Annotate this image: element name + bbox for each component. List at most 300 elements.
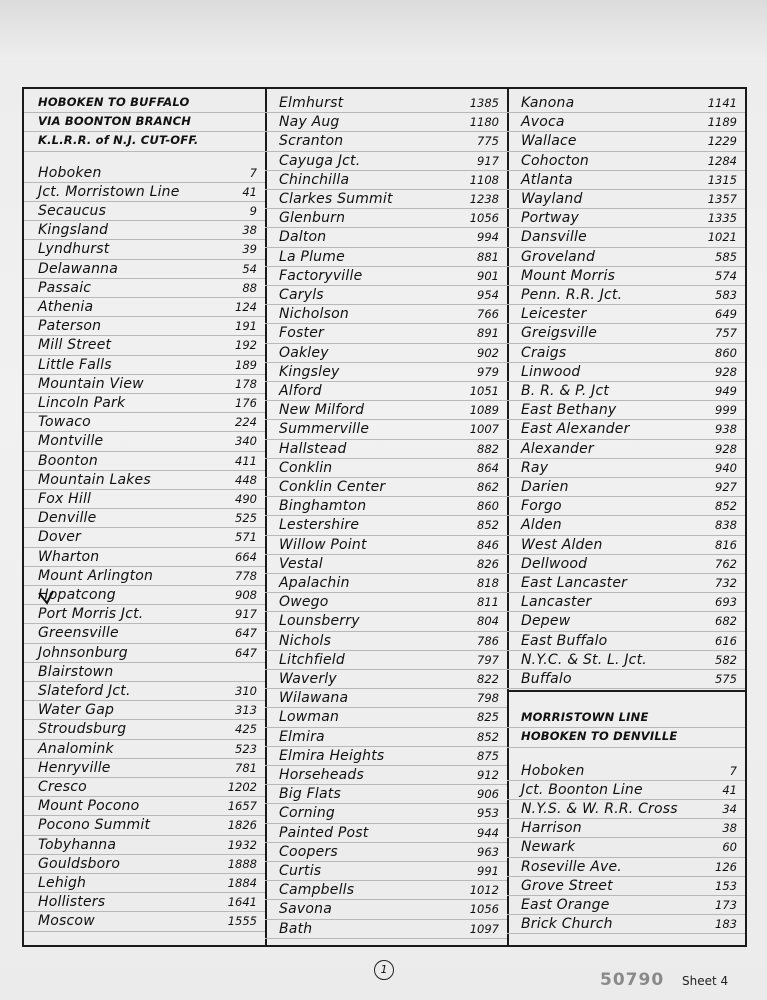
station-row [507, 515, 745, 535]
station-name: Elmira Heights [279, 747, 385, 764]
station-name: Owego [279, 594, 329, 611]
elevation-value: 732 [715, 576, 737, 590]
station-name: Lounsberry [279, 613, 360, 630]
station-name: Lancaster [521, 594, 592, 611]
station-name: Wilawana [279, 690, 349, 707]
station-name: Dellwood [521, 555, 588, 572]
header-text: HOBOKEN TO BUFFALO [38, 95, 190, 109]
station-name: Gouldsboro [38, 855, 121, 872]
station-row [507, 818, 745, 838]
station-name: Jct. Morristown Line [38, 183, 180, 200]
elevation-value: 901 [477, 268, 499, 283]
check-mark-icon [38, 589, 54, 605]
station-row [265, 592, 507, 612]
station-name: Pocono Summit [38, 817, 151, 834]
station-row [507, 208, 745, 228]
station-name: Linwood [521, 363, 581, 380]
page-number: 1 [374, 960, 394, 980]
elevation-value: 902 [477, 345, 499, 360]
elevation-value: 1357 [707, 192, 737, 206]
elevation-value: 126 [715, 859, 737, 874]
elevation-value: 664 [235, 549, 257, 564]
elevation-value: 908 [235, 588, 257, 602]
station-row [265, 573, 507, 593]
station-row [24, 489, 265, 509]
station-name: Waverly [279, 671, 337, 687]
station-row [507, 669, 745, 689]
station-row [507, 170, 745, 190]
elevation-value: 1238 [469, 192, 499, 206]
station-row [24, 316, 265, 336]
station-row [507, 554, 745, 574]
station-row [507, 189, 745, 209]
station-name: Coopers [279, 843, 338, 860]
elevation-value: 1021 [707, 230, 737, 245]
station-row [507, 458, 745, 478]
elevation-value: 938 [715, 422, 737, 437]
elevation-value: 1555 [227, 914, 257, 929]
station-row [24, 393, 265, 413]
station-name: Conklin Center [279, 479, 386, 495]
station-name: Kingsley [279, 363, 340, 380]
station-row [265, 880, 507, 900]
station-name: Vestal [279, 555, 323, 572]
station-name: Denville [38, 510, 97, 527]
station-name: Harrison [521, 820, 582, 837]
station-name: Curtis [279, 863, 322, 879]
elevation-value: 818 [477, 576, 499, 590]
station-name: Towaco [38, 414, 91, 431]
station-name: Wharton [38, 548, 100, 565]
station-name: Secaucus [38, 203, 107, 219]
elevation-value: 1007 [469, 422, 499, 437]
elevation-value: 949 [715, 384, 737, 398]
column-1 [24, 89, 267, 945]
elevation-value: 798 [477, 691, 499, 706]
station-name: Scranton [279, 133, 344, 150]
elevation-value: 928 [715, 364, 737, 379]
elevation-value: 979 [477, 364, 499, 379]
station-row [507, 151, 745, 171]
station-row [265, 381, 507, 401]
elevation-value: 1884 [227, 876, 257, 890]
station-name: Avoca [521, 114, 565, 131]
elevation-value: 852 [715, 499, 737, 514]
station-name: Montville [38, 433, 104, 450]
station-name: Factoryville [279, 267, 363, 284]
elevation-value: 1385 [469, 96, 499, 110]
elevation-value: 41 [242, 184, 257, 199]
station-row [24, 355, 265, 375]
station-name: Atlanta [521, 171, 573, 188]
station-row [507, 799, 745, 819]
elevation-value: 944 [477, 825, 499, 840]
elevation-value: 585 [715, 249, 737, 264]
station-row [24, 508, 265, 528]
elevation-value: 757 [715, 326, 737, 341]
station-row [24, 911, 265, 931]
station-name: Campbells [279, 882, 355, 899]
station-row [24, 700, 265, 720]
station-row [507, 439, 745, 459]
station-row [507, 535, 745, 555]
station-name: Slateford Jct. [38, 683, 131, 699]
elevation-value: 34 [722, 802, 737, 816]
elevation-value: 1180 [469, 115, 499, 130]
elevation-value: 1641 [227, 895, 257, 910]
station-name: Hopatcong [38, 587, 116, 603]
station-row [507, 304, 745, 324]
station-row [265, 93, 507, 113]
elevation-value: 583 [715, 288, 737, 302]
station-row [265, 650, 507, 670]
station-name: East Orange [521, 897, 610, 913]
elevation-value: 1657 [227, 799, 257, 814]
elevation-value: 649 [715, 307, 737, 322]
station-name: Kanona [521, 95, 575, 111]
station-name: Summerville [279, 421, 370, 438]
station-row [24, 527, 265, 547]
station-row [265, 688, 507, 708]
station-row [507, 631, 745, 651]
station-name: East Lancaster [521, 575, 628, 591]
station-row [507, 400, 745, 420]
elevation-value: 647 [235, 626, 257, 641]
station-row [265, 842, 507, 862]
station-name: Elmira [279, 728, 325, 745]
elevation-value: 192 [235, 338, 257, 353]
station-row [24, 431, 265, 451]
station-row [265, 803, 507, 823]
elevation-value: 1056 [469, 902, 499, 917]
elevation-value: 88 [242, 280, 257, 295]
top-margin [0, 0, 767, 60]
station-name: Apalachin [279, 575, 350, 591]
elevation-value: 766 [477, 307, 499, 322]
station-row [507, 285, 745, 305]
station-name: Oakley [279, 344, 329, 361]
station-row [265, 112, 507, 132]
elevation-value: 963 [477, 844, 499, 859]
elevation-value: 994 [477, 230, 499, 245]
station-row [24, 182, 265, 202]
elevation-value: 178 [235, 376, 257, 391]
station-row [507, 496, 745, 516]
section-divider [507, 690, 745, 692]
header-text: HOBOKEN TO DENVILLE [521, 729, 678, 744]
station-name: Dalton [279, 229, 327, 246]
station-name: Jct. Boonton Line [521, 781, 643, 798]
elevation-value: 1315 [707, 172, 737, 187]
elevation-value: 917 [477, 153, 499, 168]
elevation-value: 1056 [469, 211, 499, 226]
station-name: Groveland [521, 248, 596, 265]
elevation-value: 775 [477, 134, 499, 149]
station-name: Clarkes Summit [279, 191, 393, 207]
station-name: Alexander [521, 440, 594, 457]
column-2 [265, 89, 509, 945]
station-name: Athenia [38, 299, 94, 315]
elevation-value: 183 [715, 917, 737, 932]
station-name: Willow Point [279, 536, 367, 553]
station-name: Greigsville [521, 325, 598, 342]
elevation-value: 224 [235, 415, 257, 430]
station-row [265, 458, 507, 478]
station-name: Ray [521, 459, 549, 476]
station-row [265, 496, 507, 516]
station-name: East Buffalo [521, 632, 608, 649]
station-row [265, 419, 507, 439]
elevation-value: 38 [242, 223, 257, 238]
station-row [24, 566, 265, 586]
elevation-value: 882 [477, 441, 499, 456]
station-name: Paterson [38, 318, 102, 335]
station-name: Fox Hill [38, 491, 92, 507]
station-row [265, 189, 507, 209]
elevation-value: 1012 [469, 883, 499, 898]
station-name: B. R. & P. Jct [521, 383, 610, 399]
station-row [507, 837, 745, 857]
elevation-value: 523 [235, 741, 257, 756]
station-row [507, 343, 745, 363]
station-row [507, 895, 745, 915]
elevation-value: 940 [715, 460, 737, 475]
station-row [265, 535, 507, 555]
station-row [24, 758, 265, 778]
station-row [24, 873, 265, 893]
station-name: Chinchilla [279, 171, 350, 188]
elevation-value: 41 [722, 782, 737, 797]
station-row [24, 643, 265, 663]
station-name: Mountain Lakes [38, 471, 151, 488]
station-name: Analomink [38, 740, 114, 757]
station-row [24, 201, 265, 221]
station-row [24, 278, 265, 298]
station-name: Cresco [38, 779, 87, 795]
station-name: Delawanna [38, 260, 119, 277]
elevation-value: 906 [477, 787, 499, 802]
station-name: Brick Church [521, 916, 613, 933]
station-name: Lehigh [38, 875, 87, 891]
station-name: Mount Pocono [38, 798, 140, 815]
station-name: Bath [279, 920, 313, 937]
station-row [265, 170, 507, 190]
station-row [24, 777, 265, 797]
station-name: Mountain View [38, 375, 144, 392]
station-row [265, 285, 507, 305]
station-row [265, 727, 507, 747]
elevation-value: 1229 [707, 134, 737, 149]
station-name: Little Falls [38, 356, 112, 373]
station-row [265, 631, 507, 651]
station-name: Glenburn [279, 210, 346, 227]
station-name: N.Y.S. & W. R.R. Cross [521, 801, 678, 817]
station-row [24, 335, 265, 355]
station-name: Nicholson [279, 306, 349, 323]
station-name: Binghamton [279, 498, 367, 515]
station-row [265, 400, 507, 420]
station-row [507, 112, 745, 132]
elevation-value: 991 [477, 864, 499, 878]
elevation-value: 647 [235, 645, 257, 660]
station-row [265, 151, 507, 171]
header-text: MORRISTOWN LINE [521, 710, 649, 725]
elevation-value: 411 [235, 453, 257, 468]
elevation-value: 525 [235, 511, 257, 526]
station-name: Penn. R.R. Jct. [521, 287, 623, 303]
station-name: Hallstead [279, 440, 347, 457]
station-name: Darien [521, 479, 569, 495]
station-name: Alford [279, 383, 322, 399]
station-name: Newark [521, 839, 576, 856]
elevation-value: 778 [235, 568, 257, 583]
station-row [24, 892, 265, 912]
station-row [24, 412, 265, 432]
stamp-number: 50790 [600, 970, 665, 990]
station-row [265, 323, 507, 343]
elevation-value: 825 [477, 710, 499, 725]
station-name: Horseheads [279, 767, 365, 783]
station-name: Nichols [279, 632, 332, 649]
station-row [24, 585, 265, 605]
station-row [24, 739, 265, 759]
station-row [24, 220, 265, 240]
station-row [265, 515, 507, 535]
elevation-value: 862 [477, 480, 499, 494]
elevation-value: 616 [715, 633, 737, 648]
elevation-value: 1108 [469, 172, 499, 187]
station-name: Caryls [279, 287, 324, 303]
station-row [507, 914, 745, 934]
station-name: Lincoln Park [38, 395, 126, 411]
station-name: Blairstown [38, 663, 114, 680]
elevation-value: 928 [715, 441, 737, 456]
station-row [24, 374, 265, 394]
elevation-value: 173 [715, 898, 737, 912]
elevation-value: 838 [715, 518, 737, 533]
elevation-value: 881 [477, 249, 499, 264]
elevation-value: 1284 [707, 153, 737, 168]
station-row [507, 419, 745, 439]
elevation-value: 54 [242, 261, 257, 276]
station-name: Craigs [521, 344, 567, 361]
station-name: Kingsland [38, 222, 109, 239]
station-row [24, 604, 265, 624]
elevation-value: 1089 [469, 403, 499, 418]
sheet-label: Sheet 4 [682, 974, 729, 988]
station-name: Mount Morris [521, 267, 616, 284]
section-header [24, 93, 265, 113]
elevation-value: 9 [249, 204, 257, 218]
station-row [507, 362, 745, 382]
station-name: Hoboken [38, 164, 102, 181]
elevation-value: 1826 [227, 818, 257, 833]
elevation-value: 1141 [707, 96, 737, 110]
station-name: Greensville [38, 625, 119, 642]
station-name: Mill Street [38, 337, 112, 354]
station-row [24, 815, 265, 835]
station-row [24, 854, 265, 874]
station-row [24, 623, 265, 643]
station-name: Cayuga Jct. [279, 152, 361, 169]
section-header [24, 131, 265, 151]
station-row [507, 477, 745, 497]
section-header [507, 708, 745, 728]
station-name: Lyndhurst [38, 241, 110, 258]
elevation-value: 912 [477, 768, 499, 782]
station-row [265, 304, 507, 324]
station-row [24, 163, 265, 183]
station-row [265, 343, 507, 363]
station-name: Portway [521, 210, 579, 227]
station-name: East Bethany [521, 402, 617, 419]
station-row [265, 611, 507, 631]
station-row [265, 746, 507, 766]
station-row [265, 861, 507, 881]
station-row [24, 547, 265, 567]
station-name: Tobyhanna [38, 836, 117, 853]
station-row [24, 835, 265, 855]
station-name: Lestershire [279, 517, 360, 534]
station-row [24, 662, 265, 682]
station-name: Leicester [521, 306, 587, 323]
elevation-value: 38 [722, 821, 737, 836]
station-row [507, 876, 745, 896]
station-name: Corning [279, 805, 336, 822]
station-name: Hoboken [521, 762, 585, 779]
station-row [265, 208, 507, 228]
elevation-value: 1189 [707, 115, 737, 130]
elevation-value: 804 [477, 614, 499, 629]
station-row [507, 381, 745, 401]
station-name: Boonton [38, 452, 98, 469]
station-name: East Alexander [521, 421, 630, 438]
elevation-value: 7 [729, 763, 737, 778]
station-row [507, 592, 745, 612]
station-row [265, 765, 507, 785]
elevation-value: 571 [235, 530, 257, 545]
elevation-value: 693 [715, 595, 737, 610]
elevation-value: 340 [235, 434, 257, 449]
station-row [507, 93, 745, 113]
station-row [507, 761, 745, 781]
elevation-value: 574 [715, 268, 737, 283]
station-name: Port Morris Jct. [38, 606, 144, 623]
station-row [507, 266, 745, 286]
elevation-value: 7 [249, 165, 257, 180]
station-name: Savona [279, 901, 332, 918]
elevation-value: 891 [477, 326, 499, 341]
station-row [265, 131, 507, 151]
header-text: VIA BOONTON BRANCH [38, 114, 192, 129]
elevation-value: 1202 [227, 780, 257, 794]
elevation-value: 1888 [227, 856, 257, 871]
station-row [507, 573, 745, 593]
station-row [265, 477, 507, 497]
station-name: La Plume [279, 248, 345, 265]
elevation-value: 927 [715, 480, 737, 494]
elevation-value: 846 [477, 537, 499, 552]
elevation-value: 864 [477, 460, 499, 475]
station-row [24, 719, 265, 739]
station-name: Foster [279, 325, 324, 342]
elevation-value: 1097 [469, 921, 499, 936]
station-name: Elmhurst [279, 95, 344, 111]
elevation-value: 124 [235, 300, 257, 314]
elevation-value: 1335 [707, 211, 737, 226]
station-name: Painted Post [279, 824, 369, 841]
elevation-value: 816 [715, 537, 737, 552]
